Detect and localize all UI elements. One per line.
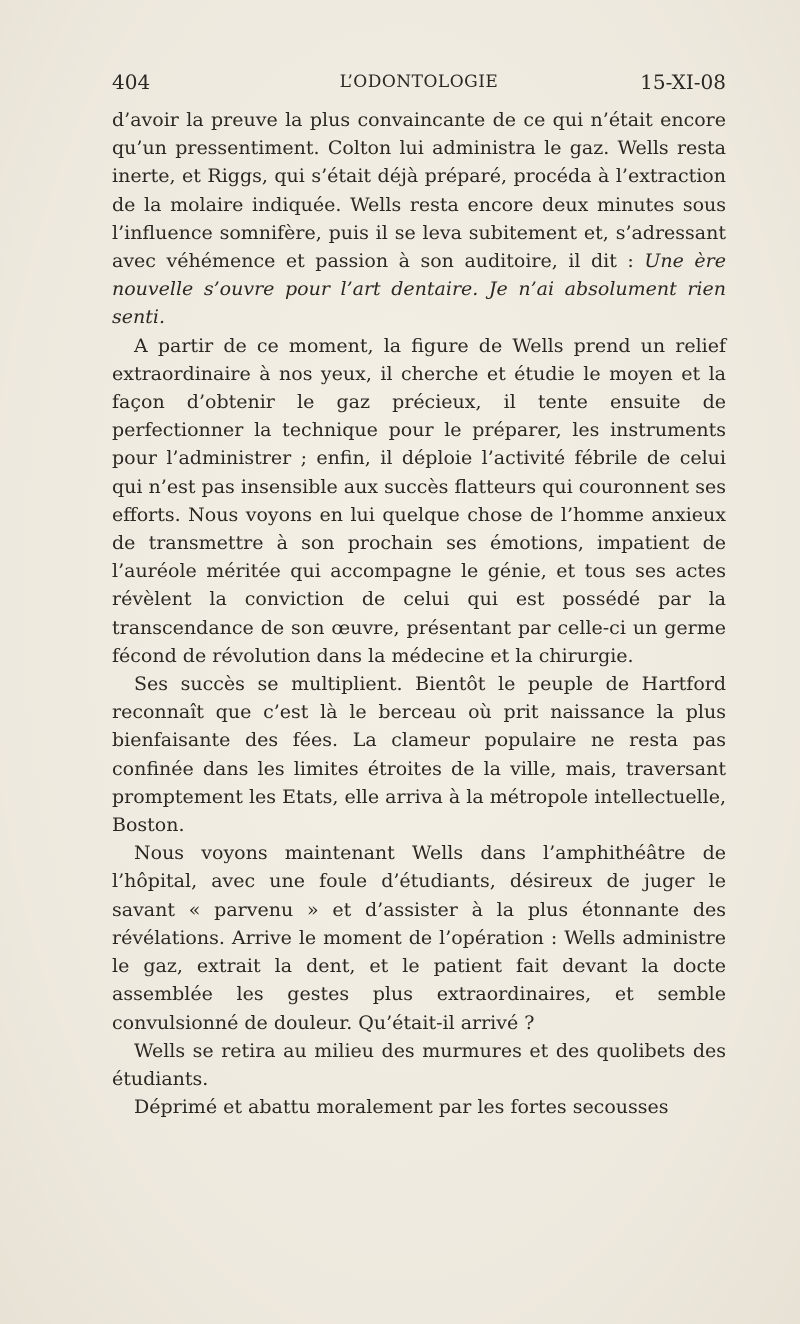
paragraph: Ses succès se multiplient. Bientôt le peuple de Hartford reconnaît que c’est là le berceau où prit naissance la plus bienfaisante des fées. La clameur populaire ne resta pas confinée dans les limites étroites de la ville, mais, traversant promptement les Etats, elle arriva à la métropole intellectuelle, Boston. <box>112 673 726 837</box>
running-header <box>112 66 726 98</box>
paragraph: A partir de ce moment, la figure de Wells prend un relief extraordinaire à nos yeux, il cherche et étudie le moyen et la façon d’obtenir le gaz précieux, il tente ensuite de perfectionner la technique pour le préparer, les instruments pour l’administrer ; enfin, il déploie l’activité fébrile de celui qui n’est pas insensible aux succès flatteurs qui couronnent ses efforts. Nous voyons en lui quelque chose de l’homme anxieux de transmettre à son prochain ses émotions, impatient de l’auréole méritée qui accompagne le génie, et tous ses actes révèlent la conviction de celui qui est possédé par la transcendance de son œuvre, présentant par celle-ci un germe fécond de révolution dans la médecine et la chirurgie. <box>112 334 726 667</box>
page-body-text <box>112 106 726 1121</box>
running-title: L’ODONTOLOGIE <box>339 72 499 92</box>
paragraph: Déprimé et abattu moralement par les fortes secousses <box>134 1096 669 1119</box>
paragraph-text: d’avoir la preuve la plus convaincante de ce qui n’était encore qu’un pressentiment. Colton lui administra le gaz. Wells resta inerte, et Riggs, qui s’était déjà préparé, procéda à l’extraction de la molaire indiquée. Wells resta encore deux minutes sous l’influence somnifère, puis il se leva subitement et, s’adressant avec véhémence et passion à son auditoire, il dit : <box>112 109 726 273</box>
issue-date: 15-XI-08 <box>640 70 726 94</box>
paragraph-continuation <box>112 106 726 332</box>
paragraph: Wells se retira au milieu des murmures et des quolibets des étudiants. <box>112 1039 726 1090</box>
paragraph: Nous voyons maintenant Wells dans l’amphithéâtre de l’hôpital, avec une foule d’étudiants, désireux de juger le savant « parvenu » et d’assister à la plus étonnante des révélations. Arrive le moment de l’opération : Wells administre le gaz, extrait la dent, et le patient fait devant la docte assemblée les gestes plus extraordinaires, et semble convulsionné de douleur. Qu’était-il arrivé ? <box>112 842 726 1034</box>
quoted-statement: Une ère nouvelle s’ouvre pour l’art dentaire. Je n’ai absolument rien senti. <box>112 250 727 329</box>
page-number: 404 <box>112 70 151 94</box>
